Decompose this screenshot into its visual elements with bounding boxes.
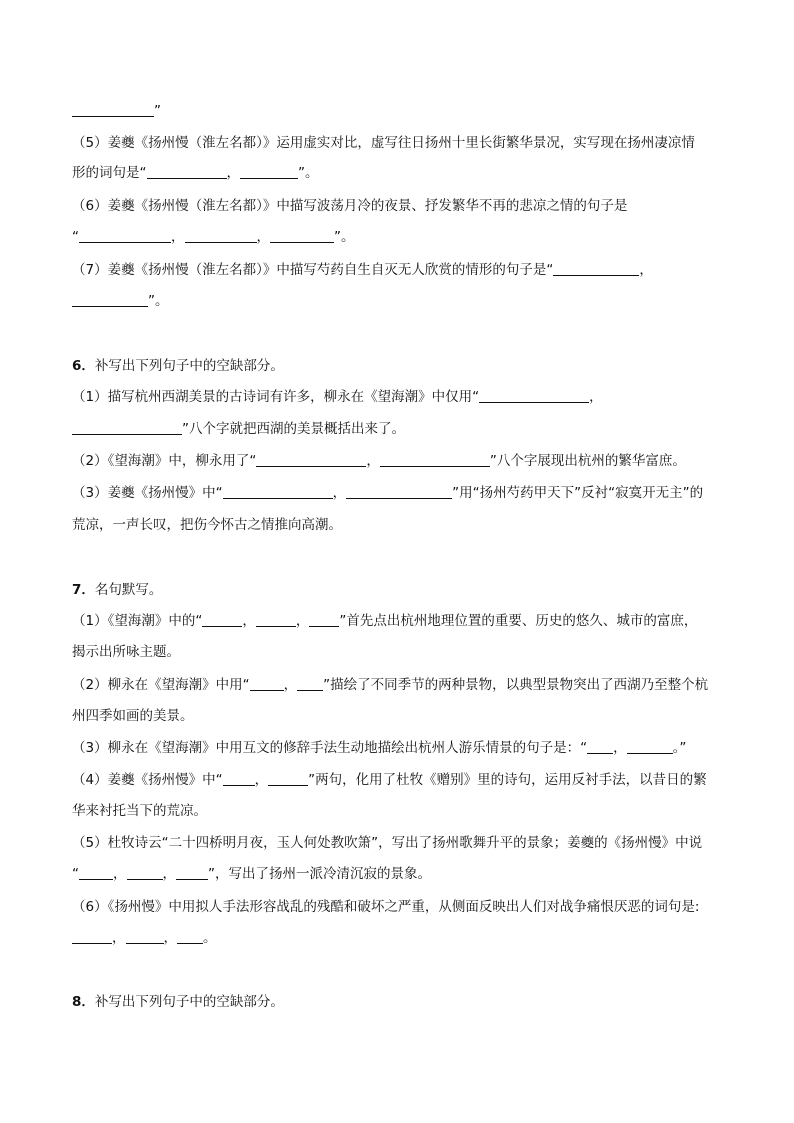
answer-blank[interactable] <box>256 612 296 627</box>
answer-blank[interactable] <box>176 865 208 880</box>
line-text: ， <box>366 453 380 469</box>
line-text: 华来衬托当下的荒凉。 <box>72 803 207 819</box>
answer-blank[interactable] <box>72 292 148 307</box>
line-text: （3）柳永在《望海潮》中用互文的修辞手法生动地描绘出杭州人游乐情景的句子是：“ <box>72 740 588 756</box>
q7-item-2-line-2 <box>72 706 732 726</box>
q6-item-1-line-2 <box>72 419 732 439</box>
line-text: ， <box>242 613 256 629</box>
line-text: （6）《扬州慢》中用拟人手法形容战乱的残酷和破坏之严重，从侧面反映出人们对战争痛恨厌恶的词句是: <box>72 899 700 915</box>
line-text: ”。 <box>334 229 355 245</box>
line-text: ”两句，化用了杜牧《赠别》里的诗句，运用反衬手法，以昔日的繁 <box>308 772 707 788</box>
line-text: （1）《望海潮》中的“ <box>72 613 203 629</box>
question-number: 6． <box>72 358 95 374</box>
line-text: （3）姜夔《扬州慢》中“ <box>72 485 223 501</box>
answer-blank[interactable] <box>126 929 164 944</box>
line-text: （1）描写杭州西湖美景的古诗词有许多，柳永在《望海潮》中仅用“ <box>72 389 480 405</box>
line-text: ”八个字就把西湖的美景概括出来了。 <box>182 421 405 437</box>
answer-blank[interactable] <box>79 228 171 243</box>
line-text: ， <box>332 485 347 501</box>
answer-blank[interactable] <box>553 261 639 276</box>
question-title: 补写出下列句子中的空缺部分。 <box>94 994 284 1010</box>
line-text: ”，写出了扬州一派冷清沉寂的景象。 <box>208 866 431 882</box>
line-text: ”首先点出杭州地理位置的重要、历史的悠久、城市的富庶， <box>339 613 698 629</box>
q5-item-5-line-2 <box>72 163 732 183</box>
answer-blank[interactable] <box>72 929 112 944</box>
answer-blank[interactable] <box>587 739 613 754</box>
line-text: 。” <box>672 740 687 756</box>
question-number: 7． <box>72 582 95 598</box>
line-text: （6）姜夔《扬州慢（淮左名都）》中描写波荡月冷的夜景、抒发繁华不再的悲凉之情的句子是 <box>72 198 628 214</box>
line-text: ， <box>283 677 298 693</box>
line-text: ， <box>295 613 310 629</box>
question-title: 补写出下列句子中的空缺部分。 <box>94 358 284 374</box>
answer-blank[interactable] <box>79 865 113 880</box>
answer-blank[interactable] <box>627 739 673 754</box>
line-text: ， <box>589 389 603 405</box>
q7-item-5-line-2 <box>72 864 732 884</box>
q6-item-1-line-1 <box>72 387 732 407</box>
line-text: “ <box>72 229 79 245</box>
line-text: 。 <box>203 930 217 946</box>
answer-blank[interactable] <box>250 676 284 691</box>
line-text: ”描绘了不同季节的两种景物，以典型景物突出了西湖乃至整个杭 <box>323 677 709 693</box>
answer-blank[interactable] <box>346 484 452 499</box>
line-text: 荒凉，一声长叹，把伤今怀古之情推向高潮。 <box>72 517 342 533</box>
line-text: （7）姜夔《扬州慢（淮左名都）》中描写芍药自生自灭无人欣赏的情形的句子是“ <box>72 262 554 278</box>
answer-blank[interactable] <box>268 771 308 786</box>
answer-blank[interactable] <box>270 228 334 243</box>
line-text: ”。 <box>148 293 169 309</box>
q6-item-3-line-1 <box>72 483 732 503</box>
q5-item-6-line-2 <box>72 227 732 247</box>
line-text: 形的词句是“ <box>72 165 147 181</box>
question-6-heading <box>72 356 732 376</box>
answer-blank[interactable] <box>223 771 255 786</box>
question-7-heading <box>72 580 732 600</box>
answer-blank[interactable] <box>380 452 490 467</box>
line-text: ， <box>613 740 627 756</box>
line-text: ， <box>113 866 127 882</box>
q5-item-7-line-2 <box>72 291 732 311</box>
line-text: ”用“扬州芍药甲天下”反衬“寂寞开无主”的 <box>452 485 704 501</box>
q5-item-7-line-1 <box>72 260 732 280</box>
q5-item-6-line-1 <box>72 196 732 216</box>
line-text: 州四季如画的美景。 <box>72 708 194 724</box>
line-text: ， <box>254 772 269 788</box>
q5-continuation-line <box>72 101 732 121</box>
question-number: 8． <box>72 994 95 1010</box>
line-text: （2）《望海潮》中，柳永用了“ <box>72 453 257 469</box>
line-text: ， <box>256 229 270 245</box>
line-text: （2）柳永在《望海潮》中用“ <box>72 677 250 693</box>
line-text: ， <box>162 866 176 882</box>
q7-item-3 <box>72 738 732 758</box>
q7-item-1-line-1 <box>72 611 732 631</box>
answer-blank[interactable] <box>256 452 366 467</box>
q7-item-6-line-2 <box>72 928 732 948</box>
answer-blank[interactable] <box>202 612 242 627</box>
q5-item-5-line-1 <box>72 133 732 153</box>
q7-item-5-line-1 <box>72 833 732 853</box>
line-text: ， <box>163 930 177 946</box>
q7-item-4-line-2 <box>72 801 732 821</box>
question-title: 名句默写。 <box>94 582 163 598</box>
line-text: （5）杜牧诗云“二十四桥明月夜，玉人何处教吹箫”，写出了扬州歌舞升平的景象；姜夔的《扬州慢》中说 <box>72 835 703 851</box>
q7-item-2-line-1 <box>72 675 732 695</box>
line-text: （5）姜夔《扬州慢（淮左名都）》运用虚实对比，虚写往日扬州十里长街繁华景况，实写现在扬州凄凉情 <box>72 135 695 151</box>
answer-blank[interactable] <box>127 865 163 880</box>
answer-blank[interactable] <box>309 612 339 627</box>
line-text: “ <box>72 866 79 882</box>
q6-item-3-line-2 <box>72 515 732 535</box>
answer-blank[interactable] <box>72 420 182 435</box>
q7-item-4-line-1 <box>72 770 732 790</box>
line-text: 揭示出所咏主题。 <box>72 644 180 660</box>
answer-blank[interactable] <box>177 929 203 944</box>
line-text: ， <box>112 930 126 946</box>
q7-item-6-line-1 <box>72 897 732 917</box>
line-text: ”八个字展现出杭州的繁华富庶。 <box>489 453 686 469</box>
line-text: ， <box>639 262 653 278</box>
q7-item-1-line-2 <box>72 642 732 662</box>
answer-blank[interactable] <box>185 228 257 243</box>
line-text: ”。 <box>298 165 319 181</box>
answer-blank[interactable] <box>479 388 589 403</box>
line-text: （4）姜夔《扬州慢》中“ <box>72 772 223 788</box>
q6-item-2 <box>72 451 732 471</box>
question-8-heading <box>72 992 732 1012</box>
answer-blank[interactable] <box>147 164 227 179</box>
answer-blank[interactable] <box>72 102 154 117</box>
answer-blank[interactable] <box>240 164 298 179</box>
line-text: ， <box>171 229 185 245</box>
line-text: ” <box>154 103 161 119</box>
answer-blank[interactable] <box>297 676 323 691</box>
answer-blank[interactable] <box>223 484 333 499</box>
line-text: ， <box>226 165 240 181</box>
